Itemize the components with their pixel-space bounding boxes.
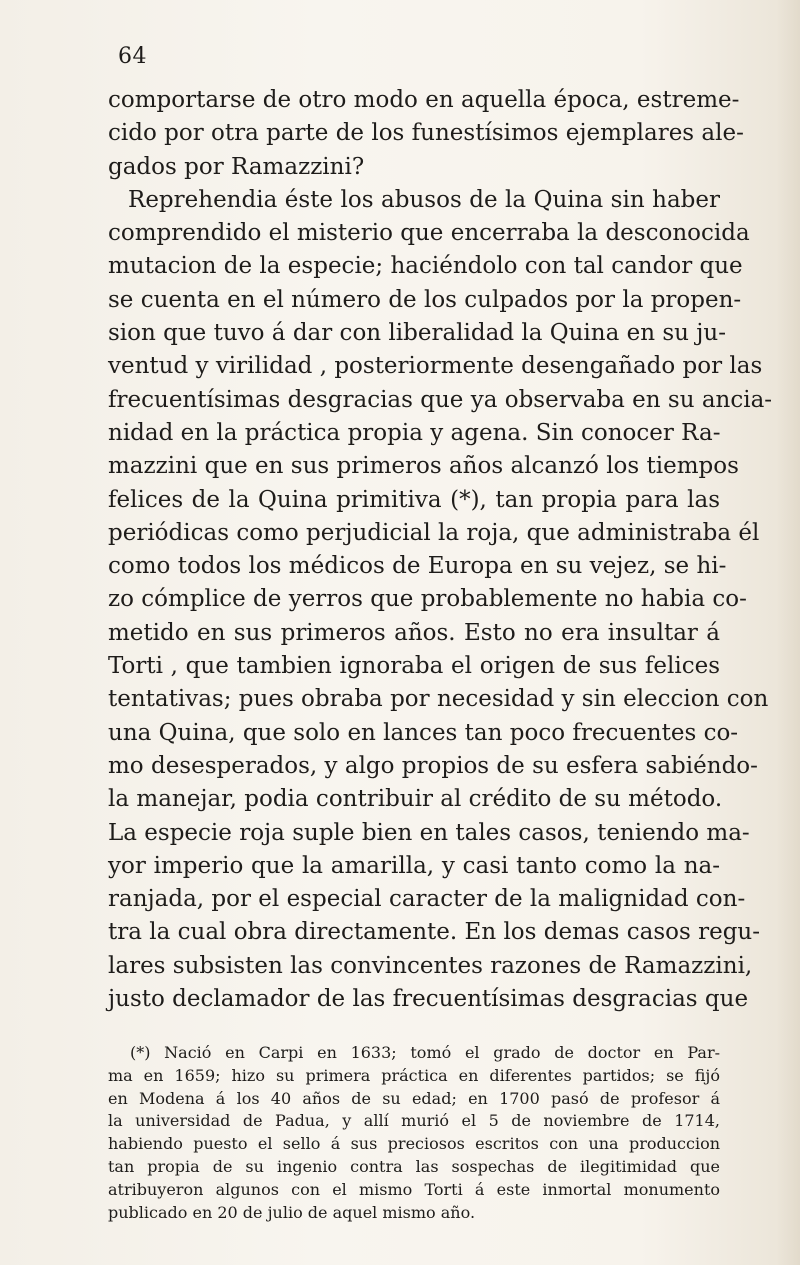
body-line: como todos los médicos de Europa en su vejez, se hi- <box>108 553 727 580</box>
body-line: comprendido el misterio que encerraba la desconocida <box>108 220 750 247</box>
body-line: ranjada, por el especial caracter de la malignidad con- <box>108 886 746 913</box>
body-line: tentativas; pues obraba por necesidad y sin eleccion con <box>108 686 769 713</box>
body-line: gados por Ramazzini? <box>108 153 365 180</box>
body-line: se cuenta en el número de los culpados por la propen- <box>108 286 742 313</box>
body-line: ventud y virilidad , posteriormente desengañado por las <box>108 353 763 380</box>
body-line: frecuentísimas desgracias que ya observaba en su ancia- <box>108 386 773 413</box>
body-line: La especie roja suple bien en tales casos, teniendo ma- <box>108 819 750 846</box>
body-line: mazzini que en sus primeros años alcanzó los tiempos <box>108 453 739 480</box>
body-line: tra la cual obra directamente. En los demas casos regu- <box>108 919 761 946</box>
body-line: yor imperio que la amarilla, y casi tanto como la na- <box>108 852 720 879</box>
footnote-line: (*) Nació en Carpi en 1633; tomó el grado de doctor en Par- <box>130 1043 720 1062</box>
body-line: nidad en la práctica propia y agena. Sin conocer Ra- <box>108 419 721 446</box>
body-line: una Quina, que solo en lances tan poco frecuentes co- <box>108 719 739 746</box>
body-line: Reprehendia éste los abusos de la Quina sin haber <box>128 186 720 213</box>
body-line: mutacion de la especie; haciéndolo con tal candor que <box>108 253 743 280</box>
body-line: Torti , que tambien ignoraba el origen de sus felices <box>108 653 720 680</box>
body-line: felices de la Quina primitiva (*), tan propia para las <box>108 486 720 513</box>
footnote-line: tan propia de su ingenio contra las sospechas de ilegitimidad que <box>108 1156 720 1176</box>
footnote-line: habiendo puesto el sello á sus preciosos escritos con una produccion <box>108 1134 720 1154</box>
body-line: lares subsisten las convincentes razones de Ramazzini, <box>108 952 753 979</box>
footnote-line: publicado en 20 de julio de aquel mismo año. <box>108 1202 476 1222</box>
page-number: 64 <box>118 44 147 69</box>
body-line: justo declamador de las frecuentísimas desgracias que <box>108 986 749 1013</box>
body-line: la manejar, podia contribuir al crédito de su método. <box>108 786 723 813</box>
footnote-line: en Modena á los 40 años de su edad; en 1700 pasó de profesor á <box>108 1088 720 1108</box>
body-line: zo cómplice de yerros que probablemente no habia co- <box>108 586 747 613</box>
body-line: metido en sus primeros años. Esto no era insultar á <box>108 619 720 646</box>
body-line: cido por otra parte de los funestísimos ejemplares ale- <box>108 120 744 147</box>
body-text <box>108 84 773 1016</box>
body-line: mo desesperados, y algo propios de su esfera sabiéndo- <box>108 752 758 779</box>
footnote-line: la universidad de Padua, y allí murió el 5 de noviembre de 1714, <box>108 1111 720 1131</box>
body-line: sion que tuvo á dar con liberalidad la Quina en su ju- <box>108 320 726 347</box>
footnote-line: atribuyeron algunos con el mismo Torti á este inmortal monumento <box>108 1179 720 1199</box>
body-line: periódicas como perjudicial la roja, que administraba él <box>108 519 760 546</box>
body-line: comportarse de otro modo en aquella época, estreme- <box>108 87 740 113</box>
footnote <box>108 1042 720 1224</box>
footnote-line: ma en 1659; hizo su primera práctica en diferentes partidos; se fijó <box>108 1065 720 1085</box>
